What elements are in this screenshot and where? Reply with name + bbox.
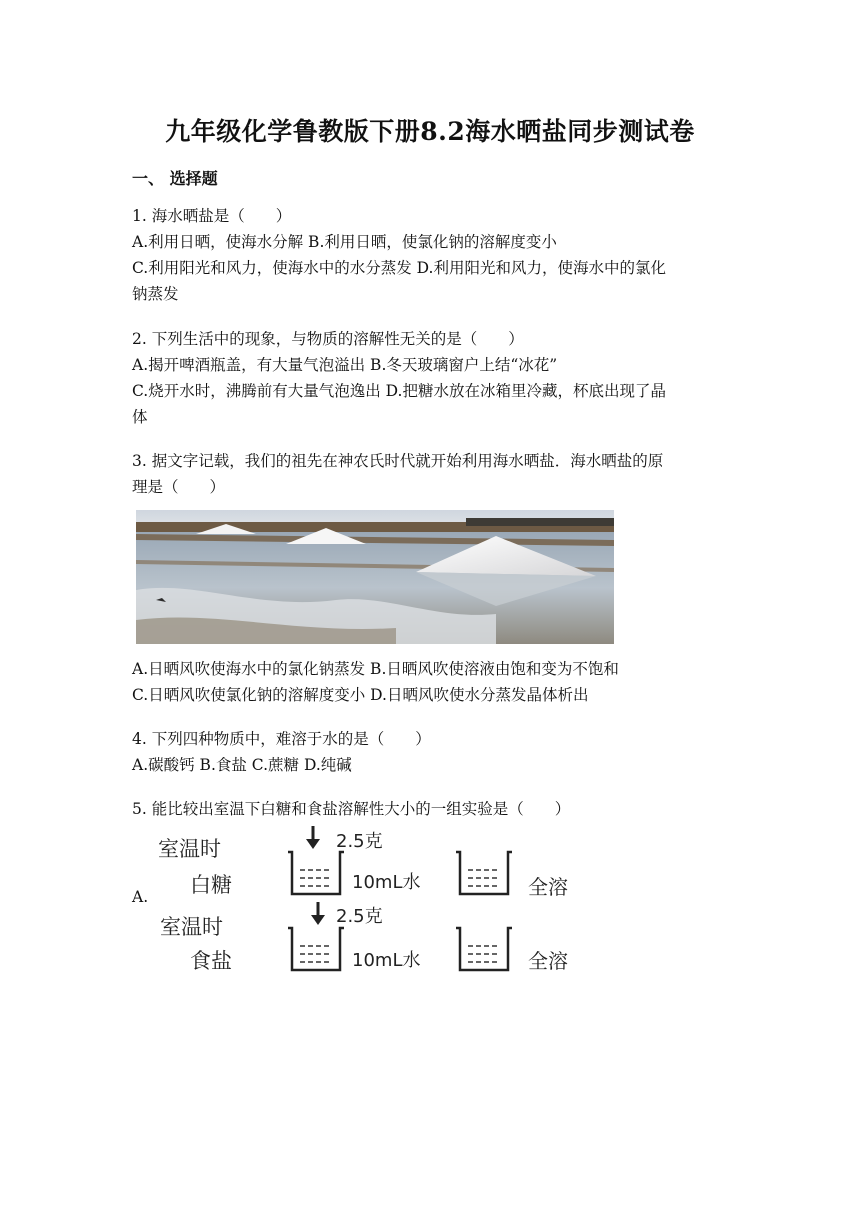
row2-amount: 2.5克: [336, 906, 383, 927]
question-options-line: C.烧开水时，沸腾前有大量气泡逸出 D.把糖水放在冰箱里冷藏，杯底出现了晶: [132, 382, 666, 400]
beaker-icon: [288, 852, 344, 894]
row2-water: 10mL水: [352, 950, 421, 971]
question-options-line: A.碳酸钙 B.食盐 C.蔗糖 D.纯碱: [132, 756, 352, 774]
row2-label-2: 食盐: [190, 949, 232, 973]
question-options-line: C.利用阳光和风力，使海水中的水分蒸发 D.利用阳光和风力，使海水中的氯化: [132, 259, 666, 277]
question-4: [132, 726, 732, 778]
beaker-icon: [288, 928, 344, 970]
beaker-icon: [456, 928, 512, 970]
row1-result: 全溶: [528, 875, 568, 899]
experiment-diagram: [150, 822, 600, 978]
arrow-down-icon: [306, 839, 320, 849]
question-options-line: A.揭开啤酒瓶盖，有大量气泡溢出 B.冬天玻璃窗户上结“冰花”: [132, 356, 558, 374]
row1-label-2: 白糖: [190, 873, 232, 897]
row1-water: 10mL水: [352, 872, 421, 893]
arrow-down-icon: [311, 915, 325, 925]
page-title: 九年级化学鲁教版下册8.2海水晒盐同步测试卷: [165, 117, 695, 146]
question-stem: 5. 能比较出室温下白糖和食盐溶解性大小的一组实验是（ ）: [132, 800, 571, 818]
option-a-label: A.: [132, 888, 149, 906]
question-1: [132, 203, 732, 307]
question-stem: 4. 下列四种物质中，难溶于水的是（ ）: [132, 730, 431, 748]
row1-label-1: 室温时: [158, 837, 221, 861]
question-stem: 3. 据文字记载，我们的祖先在神农氏时代就开始利用海水晒盐．海水晒盐的原: [132, 452, 664, 470]
beaker-icon: [456, 852, 512, 894]
question-options-line: 钠蒸发: [132, 285, 179, 303]
question-options-line: A.日晒风吹使海水中的氯化钠蒸发 B.日晒风吹使溶液由饱和变为不饱和: [132, 660, 619, 678]
question-stem: 理是（ ）: [132, 478, 226, 496]
question-options-line: A.利用日晒，使海水分解 B.利用日晒，使氯化钠的溶解度变小: [132, 233, 557, 251]
row1-amount: 2.5克: [336, 831, 383, 852]
question-options-line: 体: [132, 408, 148, 426]
question-2: [132, 326, 732, 430]
question-3-options: [132, 656, 732, 708]
question-options-line: C.日晒风吹使氯化钠的溶解度变小 D.日晒风吹使水分蒸发晶体析出: [132, 686, 589, 704]
salt-field-photo: [136, 510, 614, 644]
row2-label-1: 室温时: [160, 915, 223, 939]
question-3: [132, 448, 732, 500]
question-stem: 1. 海水晒盐是（ ）: [132, 207, 292, 225]
section-heading: 一、 选择题: [132, 169, 218, 188]
question-stem: 2. 下列生活中的现象，与物质的溶解性无关的是（ ）: [132, 330, 524, 348]
row2-result: 全溶: [528, 949, 568, 973]
question-5: [132, 796, 732, 822]
